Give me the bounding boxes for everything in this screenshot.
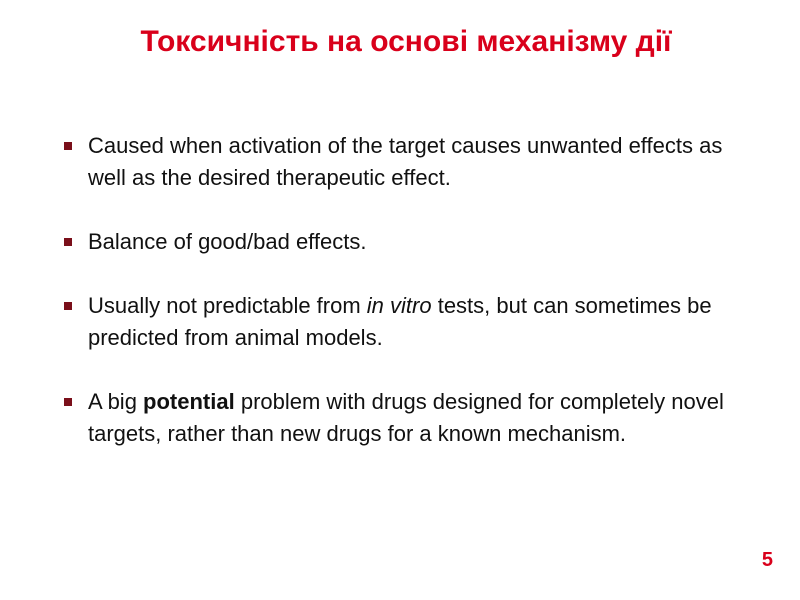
square-bullet-icon: [64, 142, 72, 150]
bullet-text-after: tests, but can sometimes be predicted from animal models.: [88, 293, 718, 350]
square-bullet-icon: [64, 398, 72, 406]
bullet-item: [58, 226, 748, 258]
square-bullet-icon: [64, 302, 72, 310]
bullet-emphasis-potential: potential: [143, 389, 235, 414]
bullet-item: [58, 290, 748, 354]
bullet-emphasis-in-vitro: in vitro: [366, 293, 432, 318]
bullet-item: [58, 130, 748, 194]
bullet-text-before: A big: [88, 389, 144, 414]
slide-title: Токсичність на основі механізму дії: [140, 25, 672, 58]
bullet-text: Caused when activation of the target causes unwanted effects as well as the desired therapeutic effect.: [88, 133, 729, 190]
bullet-item: [58, 386, 748, 450]
bullet-text-after: problem with drugs designed for completely novel targets, rather than new drugs for a known mechanism.: [88, 389, 730, 446]
bullet-text: Balance of good/bad effects.: [88, 229, 367, 254]
bullet-text-before: Usually not predictable from: [88, 293, 367, 318]
page-number: 5: [761, 549, 773, 571]
square-bullet-icon: [64, 238, 72, 246]
bullet-list: [58, 130, 748, 450]
